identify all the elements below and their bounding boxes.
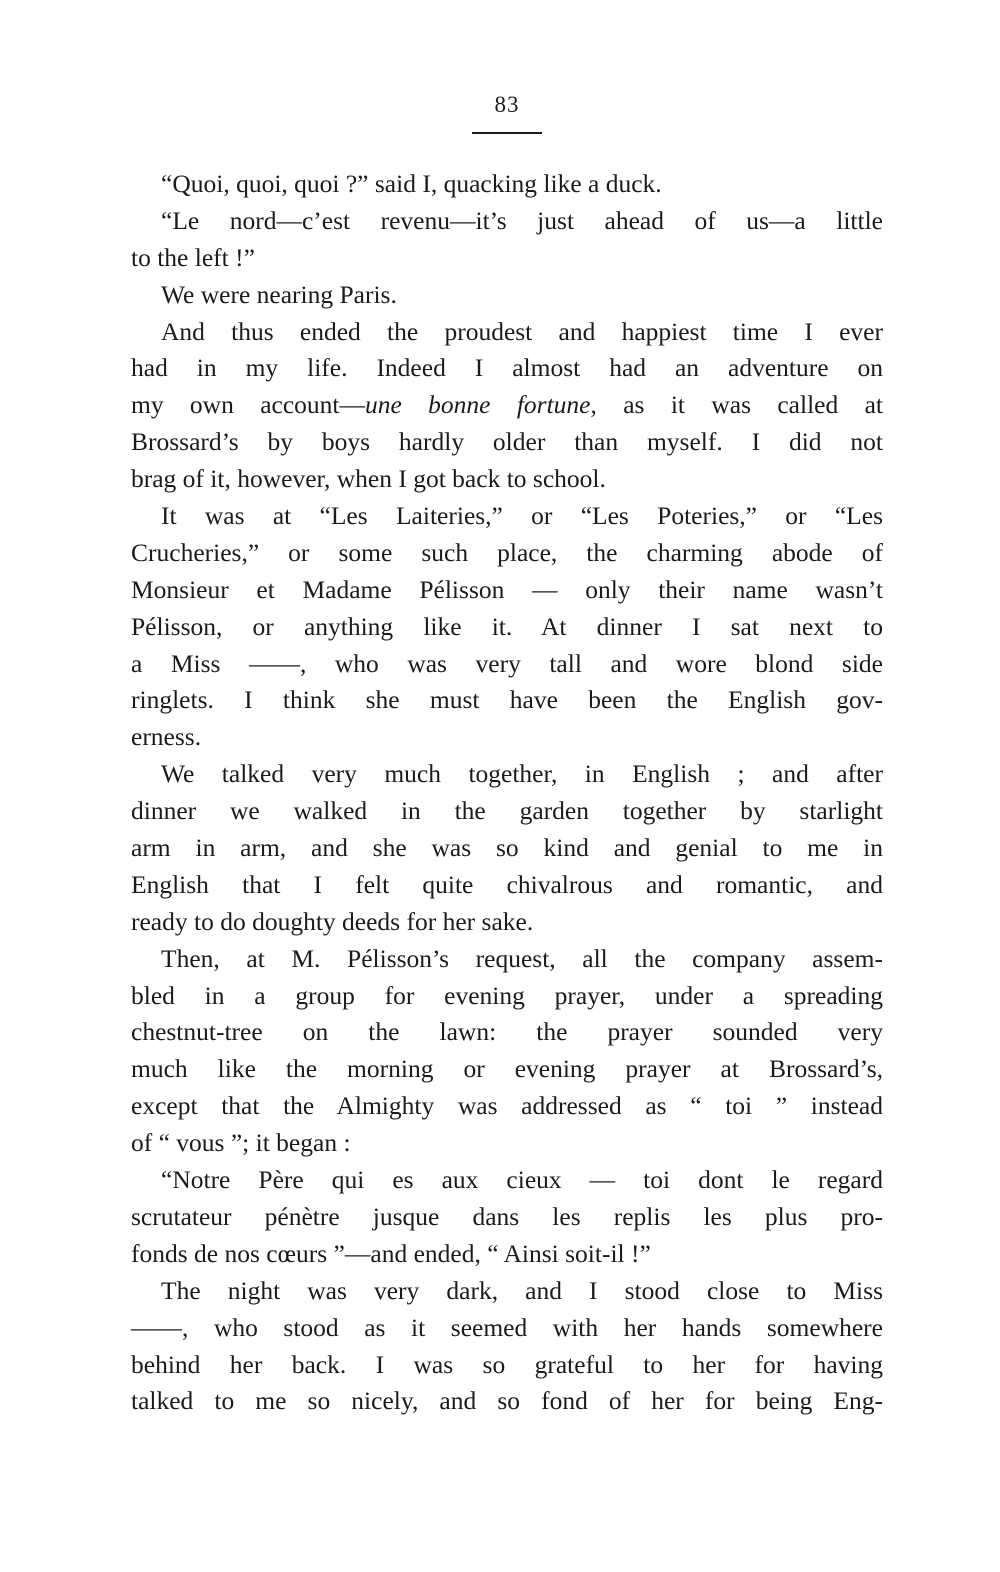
text-line: ——, who stood as it seemed with her hands somewhere [131,1312,883,1342]
text-line: Monsieur et Madame Pélisson — only their name wasn’t [131,574,883,604]
text-line: “Notre Père qui es aux cieux — toi dont le regard [161,1165,883,1195]
text-line: Then, at M. Pélisson’s request, all the company assem- [161,943,883,973]
text-line: brag of it, however, when I got back to school. [131,464,606,494]
text-line: except that the Almighty was addressed as “ toi ” instead [131,1091,883,1121]
text-line: to the left !” [131,242,255,272]
text-line: We were nearing Paris. [161,279,397,309]
text-line: ringlets. I think she must have been the English gov- [131,685,883,715]
text-line: We talked very much together, in English ; and after [161,759,883,789]
text-line: had in my life. Indeed I almost had an adventure on [131,353,883,383]
text-line: And thus ended the proudest and happiest time I ever [161,316,883,346]
text-line: behind her back. I was so grateful to her for having [131,1349,883,1379]
text-line: bled in a group for evening prayer, under a spreading [131,980,883,1010]
text-line: scrutateur pénètre jusque dans les replis les plus pro- [131,1201,883,1231]
text-line: dinner we walked in the garden together by starlight [131,796,883,826]
text-line: chestnut-tree on the lawn: the prayer sounded very [131,1017,883,1047]
text-line: a Miss ——, who was very tall and wore blond side [131,648,883,678]
text-line: ready to do doughty deeds for her sake. [131,906,534,936]
text-span: my own account— [131,390,365,420]
text-line: arm in arm, and she was so kind and genial to me in [131,833,883,863]
text-line: “Quoi, quoi, quoi ?” said I, quacking like a duck. [161,169,662,198]
text-line: “Le nord—c’est revenu—it’s just ahead of us—a little [161,205,883,235]
text-line: It was at “Les Laiteries,” or “Les Poteries,” or “Les [161,501,883,531]
page-number: 83 [494,92,520,117]
text-line [131,387,883,424]
text-line: Pélisson, or anything like it. At dinner I sat next to [131,611,883,641]
italic-phrase: une bonne fortune, [365,390,597,420]
text-line: English that I felt quite chivalrous and romantic, and [131,869,883,899]
text-line: fonds de nos cœurs ”—and ended, “ Ainsi soit-il !” [131,1238,651,1268]
text-line: The night was very dark, and I stood close to Miss [161,1275,883,1305]
header-rule [472,132,542,134]
text-line: much like the morning or evening prayer at Brossard’s, [131,1054,883,1084]
text-line: erness. [131,722,202,752]
text-span: as it was called at [596,390,883,420]
text-line: of “ vous ”; it began : [131,1128,351,1158]
text-line: Crucheries,” or some such place, the charming abode of [131,537,883,567]
text-line: talked to me so nicely, and so fond of her for being Eng- [131,1386,883,1416]
body-text [131,166,883,1420]
text-line: Brossard’s by boys hardly older than myself. I did not [131,427,883,457]
